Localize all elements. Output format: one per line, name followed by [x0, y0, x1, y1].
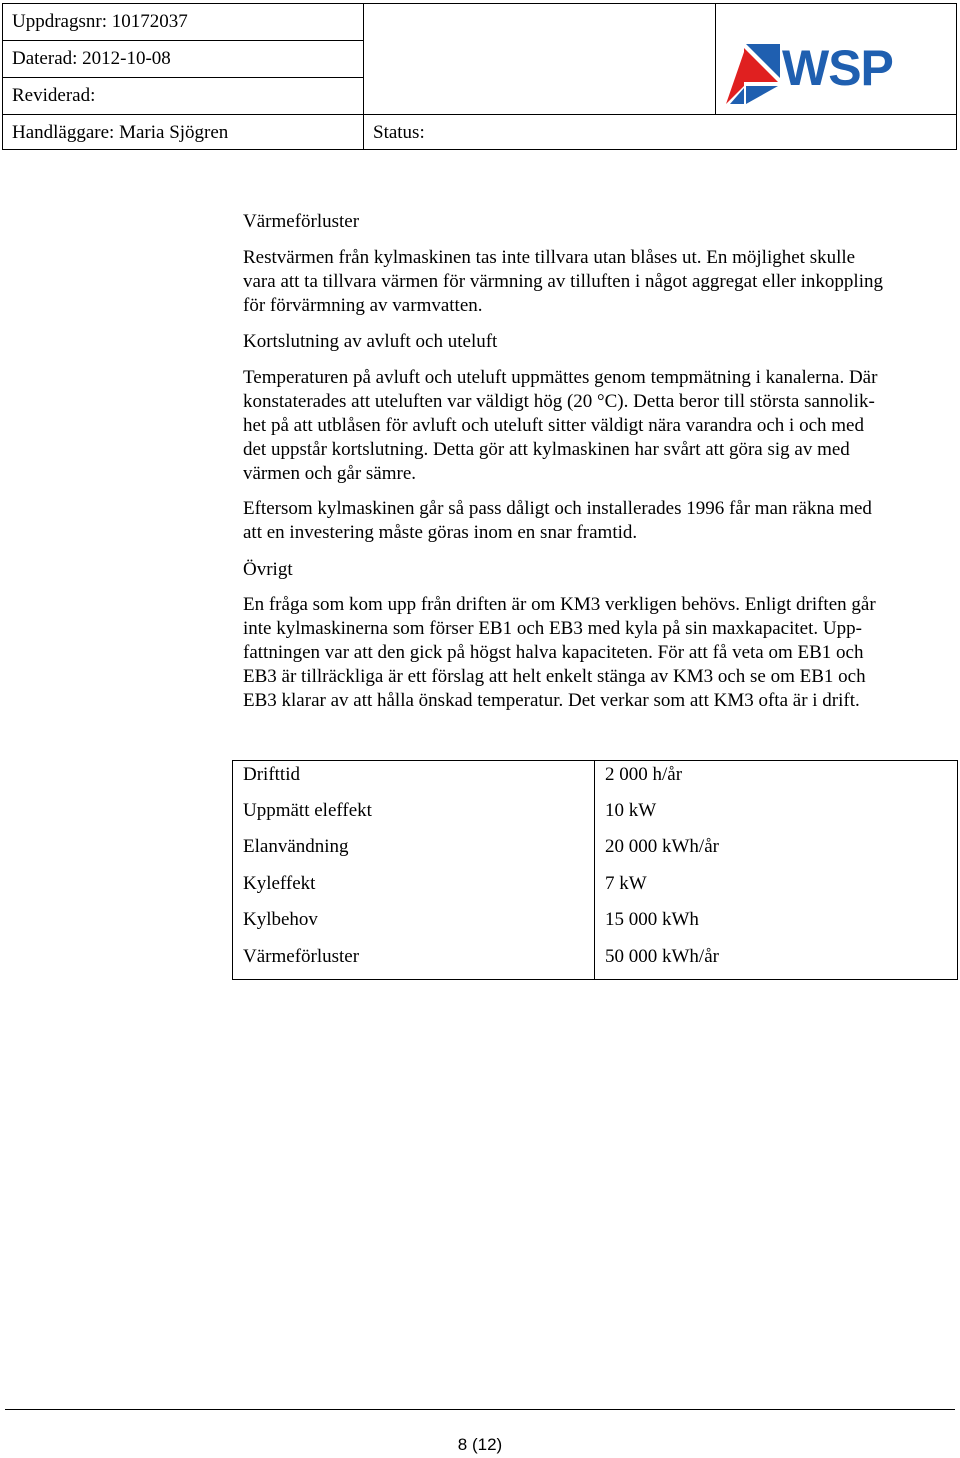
table-row — [233, 944, 957, 980]
text-line: Eftersom kylmaskinen går så pass dåligt och installerades 1996 får man räkna med — [243, 498, 872, 519]
text-line: konstaterades att uteluften var väldigt hög (20 °C). Detta beror till största sannolik- — [243, 391, 875, 412]
text-line: fattningen var att den gick på högst halva kapaciteten. För att få veta om EB1 och — [243, 642, 864, 663]
text-line: EB3 klarar av att hålla önskad temperatur. Det verkar som att KM3 ofta är i drift. — [243, 690, 860, 711]
table-cell-value: 20 000 kWh/år — [605, 836, 719, 857]
text-line: Restvärmen från kylmaskinen tas inte tillvara utan blåses ut. En möjlighet skulle — [243, 247, 856, 268]
wsp-logo-text: WSP — [782, 40, 893, 96]
heading-ovrigt: Övrigt — [243, 559, 293, 580]
table-row — [233, 834, 957, 870]
heading-kortslutning: Kortslutning av avluft och uteluft — [243, 331, 498, 352]
paragraph-varmeforluster — [243, 246, 955, 318]
text-line: Temperaturen på avluft och uteluft uppmättes genom tempmätning i kanalerna. Där — [243, 367, 878, 388]
table-cell-value: 7 kW — [605, 873, 647, 894]
text-line: det uppstår kortslutning. Detta gör att kylmaskinen har svårt att göra sig av med — [243, 439, 850, 460]
text-line: het på att utblåsen för avluft och uteluft sitter väldigt nära varandra och i och med — [243, 415, 864, 436]
table-cell-value: 10 kW — [605, 800, 657, 821]
table-cell-value: 50 000 kWh/år — [605, 946, 719, 967]
text-line: för förvärmning av varmvatten. — [243, 295, 483, 316]
text-line: vara att ta tillvara värmen för värmning av tilluften i något aggregat eller inkoppling — [243, 271, 883, 292]
table-cell-label: Uppmätt eleffekt — [243, 800, 372, 821]
paragraph-ovrigt — [243, 593, 955, 713]
table-cell-value: 2 000 h/år — [605, 764, 683, 785]
case-officer: Handläggare: Maria Sjögren — [12, 122, 229, 143]
header-divider — [715, 4, 716, 114]
table-row — [233, 798, 957, 834]
table-cell-label: Kyleffekt — [243, 873, 316, 894]
text-line: värmen och går sämre. — [243, 463, 417, 484]
wsp-logo — [722, 38, 922, 110]
table-cell-value: 15 000 kWh — [605, 909, 699, 930]
energy-table — [232, 760, 958, 980]
text-line: inte kylmaskinerna som förser EB1 och EB3 med kyla på sin maxkapacitet. Upp- — [243, 618, 862, 639]
heading-varmeforluster: Värmeförluster — [243, 211, 360, 232]
table-row — [233, 762, 957, 798]
wsp-logo-mark-icon — [722, 38, 784, 106]
table-row — [233, 871, 957, 907]
table-cell-label: Elanvändning — [243, 836, 349, 857]
page-number: 8 (12) — [457, 1435, 503, 1454]
paragraph-kortslutning — [243, 366, 955, 486]
table-row — [233, 907, 957, 943]
assignment-number: Uppdragsnr: 10172037 — [12, 11, 188, 32]
footer-divider — [5, 1409, 955, 1410]
text-line: EB3 är tillräckliga är ett förslag att helt enkelt stänga av KM3 och se om EB1 och — [243, 666, 866, 687]
text-line: att en investering måste göras inom en snar framtid. — [243, 522, 638, 543]
document-status: Status: — [373, 122, 425, 143]
table-cell-label: Kylbehov — [243, 909, 318, 930]
date-created: Daterad: 2012-10-08 — [12, 48, 171, 69]
text-line: En fråga som kom upp från driften är om KM3 verkligen behövs. Enligt driften går — [243, 594, 876, 615]
table-cell-label: Värmeförluster — [243, 946, 360, 967]
date-revised: Reviderad: — [12, 85, 96, 106]
paragraph-investering — [243, 497, 955, 545]
table-cell-label: Drifttid — [243, 764, 300, 785]
